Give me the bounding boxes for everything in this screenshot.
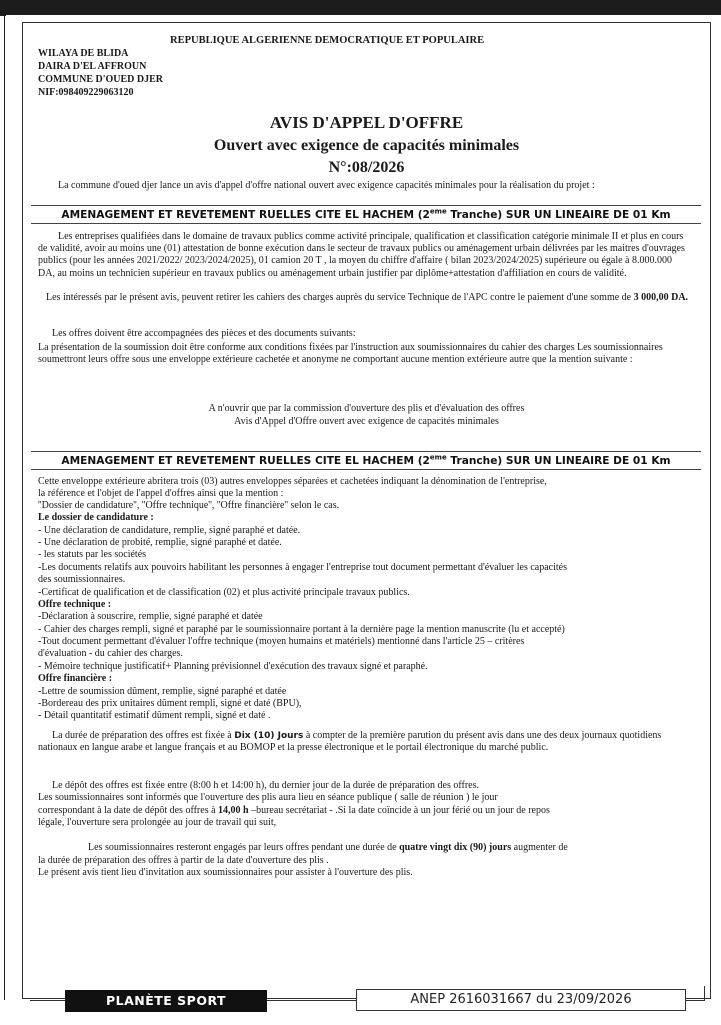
- financiere-heading: Offre financière :: [38, 673, 113, 684]
- nif-line: NIF:098409229063120: [38, 87, 134, 98]
- top-bar: [0, 0, 721, 15]
- technique-item: -Tout document permettant d'évaluer l'offre technique (moyen humains et matériels) mentionné dans l'article 25 – critères: [38, 636, 525, 647]
- submission-paragraph: La présentation de la soumission doit être conforme aux conditions fixées par l'instruction aux soumissionnaires du cahier des charges Les soumissionnaires soumettront leurs offre sous une enveloppe extérieure cachetée et anonyme ne comportant aucune mention extérieure autre que la mention suivante :: [38, 342, 663, 366]
- technique-item: d'évaluation - du cahier des charges.: [38, 648, 183, 659]
- notice-title: AVIS D'APPEL D'OFFRE: [269, 113, 464, 132]
- daira-line: DAIRA D'EL AFFROUN: [38, 61, 147, 72]
- project-lot-bar-repeat: [31, 451, 701, 470]
- left-rule-tick: [0, 15, 6, 16]
- financiere-item: -Bordereau des prix unitaires dûment rempli, signé et daté (BPU),: [38, 698, 302, 709]
- engagement-text-end: augmenter de: [511, 842, 568, 853]
- withdrawal-text: Les intéressés par le présent avis, peuvent retirer les cahiers des charges auprès du service Technique de l'APC contre le paiement d'une somme de: [46, 292, 634, 303]
- brand-label: PLANÈTE SPORT: [65, 990, 267, 1012]
- depot-text: correspondant à la date de dépôt des offres à: [38, 805, 219, 816]
- depot-line-2: Les soumissionnaires sont informés que l'ouverture des plis aura lieu en séance publique ( salle de réunion ) le jour: [38, 792, 498, 803]
- depot-line-3: [38, 805, 698, 817]
- envelopes-line: ''Dossier de candidature'', ''Offre technique'', ''Offre financière'' selon le cas.: [38, 500, 340, 511]
- eligibility-paragraph: Les entreprises qualifiées dans le domaine de travaux publics comme activité principale, qualification et classification catégorie minimale II et plus en cours de validité, avoir au moins une (01) attestation de bonne exécution dans le secteur de travaux publics ou aménagement urbain délivrées par les maitres d'ouvrages publics (pour les années 2021/2022/ 2023/2024/2025), 01 camion 20 T , la moyen du chiffre d'affaire ( bilan 2023/2024/2025) supérieure ou égale à 8.000.000 DA, au moins un technicien supérieur en travaux publics ou aménagement urbain justifier par diplôme+attestation d'affiliation en cours de validité.: [38, 231, 685, 279]
- lot-text-before: AMENAGEMENT ET REVETEMENT RUELLES CITE EL HACHEM (2: [61, 209, 430, 221]
- republic-heading: REPUBLIQUE ALGERIENNE DEMOCRATIQUE ET POPULAIRE: [170, 35, 485, 46]
- depot-text-end: –bureau secrétariat - .Si la date coïncide à un jour férié ou un jour de repos: [248, 805, 550, 816]
- left-rule: [4, 15, 5, 1000]
- lot-text-sup: eme: [429, 207, 447, 216]
- lot-text-sup: eme: [429, 453, 447, 462]
- preparation-duration: Dix (10) Jours: [234, 731, 304, 741]
- preparation-text-end: à compter de la première parution du présent avis dans une des deux journaux quotidiens nationaux en langue arabe et langue français et au BOMOP et la presse électronique et le portail électronique du marché public.: [38, 730, 662, 753]
- candidature-item: -Les documents relatifs aux pouvoirs habilitant les personnes à engager l'entreprise tout document permettant d'évaluer les capacités: [38, 562, 567, 573]
- candidature-heading: Le dossier de candidature :: [38, 512, 154, 523]
- technique-item: - Cahier des charges rempli, signé et paraphé par le soumissionnaire portant à la dernière page la mention manuscrite (lu et accepté): [38, 624, 565, 635]
- engagement-duration: quatre vingt dix (90) jours: [399, 842, 512, 853]
- envelopes-line: la référence et l'objet de l'appel d'offres ainsi que la mention :: [38, 488, 284, 499]
- candidature-item: - les statuts par les sociétés: [38, 549, 147, 560]
- documents-intro: Les offres doivent être accompagnées des pièces et des documents suivants:: [52, 328, 356, 339]
- wilaya-line: WILAYA DE BLIDA: [38, 48, 129, 59]
- commune-line: COMMUNE D'OUED DJER: [38, 74, 163, 85]
- technique-item: -Déclaration à souscrire, remplie, signé paraphé et datée: [38, 611, 263, 622]
- depot-line-1: Le dépôt des offres est fixée entre (8:00 h et 14:00 h), du dernier jour de la durée de préparation des offres.: [52, 780, 479, 791]
- notice-subtitle: Ouvert avec exigence de capacités minimales: [213, 137, 520, 154]
- technique-heading: Offre technique :: [38, 599, 112, 610]
- depot-time: 14,00 h: [218, 805, 249, 816]
- envelope-mention-2: Avis d'Appel d'Offre ouvert avec exigence de capacités minimales: [234, 416, 499, 427]
- candidature-item: des soumissionnaires.: [38, 574, 126, 585]
- technique-item: - Mémoire technique justificatif+ Planning prévisionnel d'exécution des travaux signé et paraphé.: [38, 661, 428, 672]
- financiere-item: -Lettre de soumission dûment, remplie, signé paraphé et datée: [38, 686, 287, 697]
- envelope-mention-1: A n'ouvrir que par la commission d'ouverture des plis et d'évaluation des offres: [208, 403, 525, 414]
- depot-line-4: légale, l'ouverture sera prolongée au jour de travail qui suit,: [38, 817, 277, 828]
- engagement-line-1: [88, 842, 721, 854]
- anep-reference: ANEP 2616031667 du 23/09/2026: [356, 989, 686, 1011]
- lot-text-after: Tranche) SUR UN LINEAIRE DE 01 Km: [446, 455, 671, 467]
- candidature-item: - Une déclaration de candidature, remplie, signé paraphé et datée.: [38, 525, 301, 536]
- project-lot-bar: [31, 205, 701, 224]
- withdrawal-amount: 3 000,00 DA.: [633, 292, 689, 303]
- preparation-text: La durée de préparation des offres est fixée à: [52, 730, 235, 741]
- engagement-line-2: la durée de préparation des offres à partir de la date d'ouverture des plis .: [38, 855, 329, 866]
- candidature-item: - Une déclaration de probité, remplie, signé paraphé et datée.: [38, 537, 282, 548]
- intro-paragraph: La commune d'oued djer lance un avis d'appel d'offre national ouvert avec exigence capacités minimales pour la réalisation du projet :: [58, 180, 595, 191]
- preparation-paragraph: [38, 730, 688, 754]
- withdrawal-paragraph: [38, 292, 690, 304]
- candidature-item: -Certificat de qualification et de classification (02) et plus activité principale travaux publics.: [38, 587, 410, 598]
- financiere-item: - Détail quantitatif estimatif dûment rempli, signé et daté .: [38, 710, 271, 721]
- lot-text-after: Tranche) SUR UN LINEAIRE DE 01 Km: [446, 209, 671, 221]
- engagement-text: Les soumissionnaires resteront engagés par leurs offres pendant une durée de: [88, 842, 400, 853]
- lot-text-before: AMENAGEMENT ET REVETEMENT RUELLES CITE EL HACHEM (2: [61, 455, 430, 467]
- envelopes-line: Cette enveloppe extérieure abritera trois (03) autres enveloppes séparées et cachetées indiquant la dénomination de l'entreprise,: [38, 476, 547, 487]
- footer-tick: [704, 986, 705, 1001]
- engagement-line-3: Le présent avis tient lieu d'invitation aux soumissionnaires pour assister à l'ouverture des plis.: [38, 867, 413, 878]
- notice-number: N°:08/2026: [328, 159, 405, 176]
